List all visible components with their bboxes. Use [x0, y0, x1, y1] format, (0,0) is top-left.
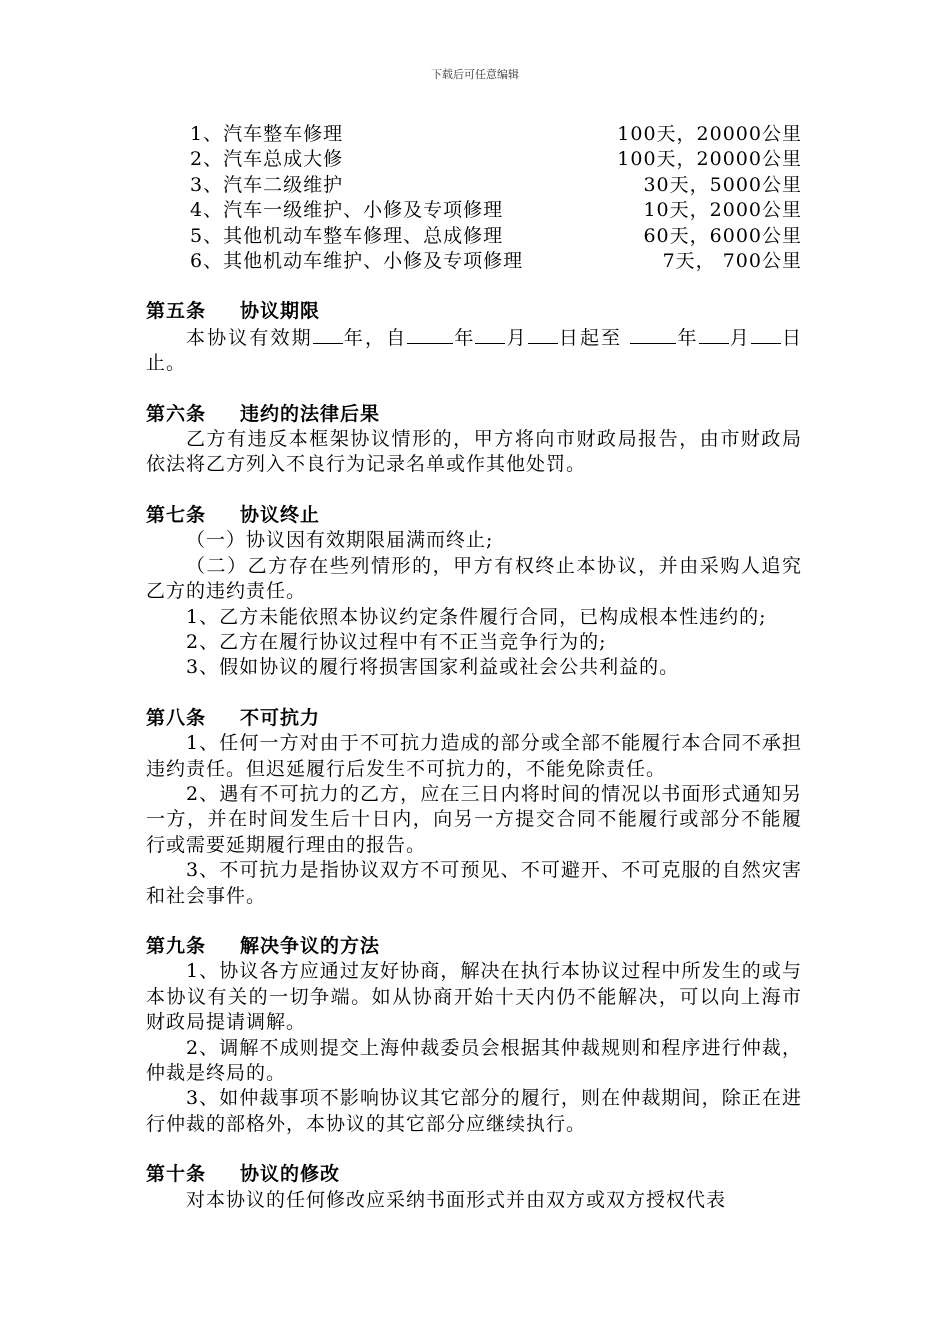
article-5-text: 本协议有效期 年，自 年 月 日起至 年 月 日止。 — [146, 326, 802, 375]
list-item: 2、汽车总成大修 100天，20000公里 — [190, 148, 802, 171]
article-6-text: 乙方有违反本框架协议情形的，甲方将向市财政局报告，由市财政局依法将乙方列入不良行为记录名单或作其他处罚。 — [146, 428, 802, 476]
article-7-heading: 第七条 协议终止 — [146, 503, 321, 526]
list-item: 1、汽车整车修理 100天，20000公里 — [190, 123, 802, 145]
article-6-heading: 第六条 违约的法律后果 — [146, 402, 381, 425]
article-7-clause: （二）乙方存在些列情形的，甲方有权终止本协议，并由采购人追究乙方的违约责任。 — [146, 554, 802, 603]
article-8-heading: 第八条 不可抗力 — [146, 706, 321, 729]
article-8-clause: 3、不可抗力是指协议双方不可预见、不可避开、不可克服的自然灾害和社会事件。 — [146, 859, 802, 907]
article-9-clause: 3、如仲裁事项不影响协议其它部分的履行，则在仲裁期间，除正在进行仲裁的部格外，本协议的其它部分应继续执行。 — [146, 1087, 802, 1135]
article-7-clause: 2、乙方在履行协议过程中有不正当竞争行为的; — [186, 630, 607, 653]
article-7-clause: （一）协议因有效期限届满而终止; — [186, 529, 494, 552]
warranty-list — [146, 122, 802, 274]
article-5-heading: 第五条 协议期限 — [146, 300, 321, 323]
article-9-clause: 1、协议各方应通过友好协商，解决在执行本协议过程中所发生的或与本协议有关的一切争端。如从协商开始十天内仍不能解决，可以向上海市财政局提请调解。 — [146, 960, 802, 1034]
article-10-text: 对本协议的任何修改应采纳书面形式并由双方或双方授权代表 — [186, 1188, 727, 1211]
list-item: 3、汽车二级维护 30天，5000公里 — [190, 173, 802, 196]
article-10-heading: 第十条 协议的修改 — [146, 1163, 341, 1186]
list-item: 6、其他机动车维护、小修及专项修理 7天， 700公里 — [190, 250, 802, 273]
article-9-heading: 第九条 解决争议的方法 — [146, 934, 381, 957]
article-9-clause: 2、调解不成则提交上海仲裁委员会根据其仲裁规则和程序进行仲裁，仲裁是终局的。 — [146, 1036, 802, 1084]
article-8-clause: 2、遇有不可抗力的乙方，应在三日内将时间的情况以书面形式通知另一方，并在时间发生后十日内，向另一方提交合同不能履行或部分不能履行或需要延期履行理由的报告。 — [146, 782, 802, 856]
list-item: 5、其他机动车整车修理、总成修理 60天，6000公里 — [190, 224, 802, 247]
list-item: 4、汽车一级维护、小修及专项修理 10天，2000公里 — [190, 199, 802, 222]
document-body — [146, 122, 802, 1213]
article-7-clause: 1、乙方未能依照本协议约定条件履行合同，已构成根本性违约的; — [186, 605, 767, 628]
article-8-clause: 1、任何一方对由于不可抗力造成的部分或全部不能履行本合同不承担违约责任。但迟延履行后发生不可抗力的，不能免除责任。 — [146, 732, 802, 780]
page-header: 下载后可任意编辑 — [431, 68, 519, 81]
article-7-clause: 3、假如协议的履行将损害国家利益或社会公共利益的。 — [186, 656, 680, 679]
